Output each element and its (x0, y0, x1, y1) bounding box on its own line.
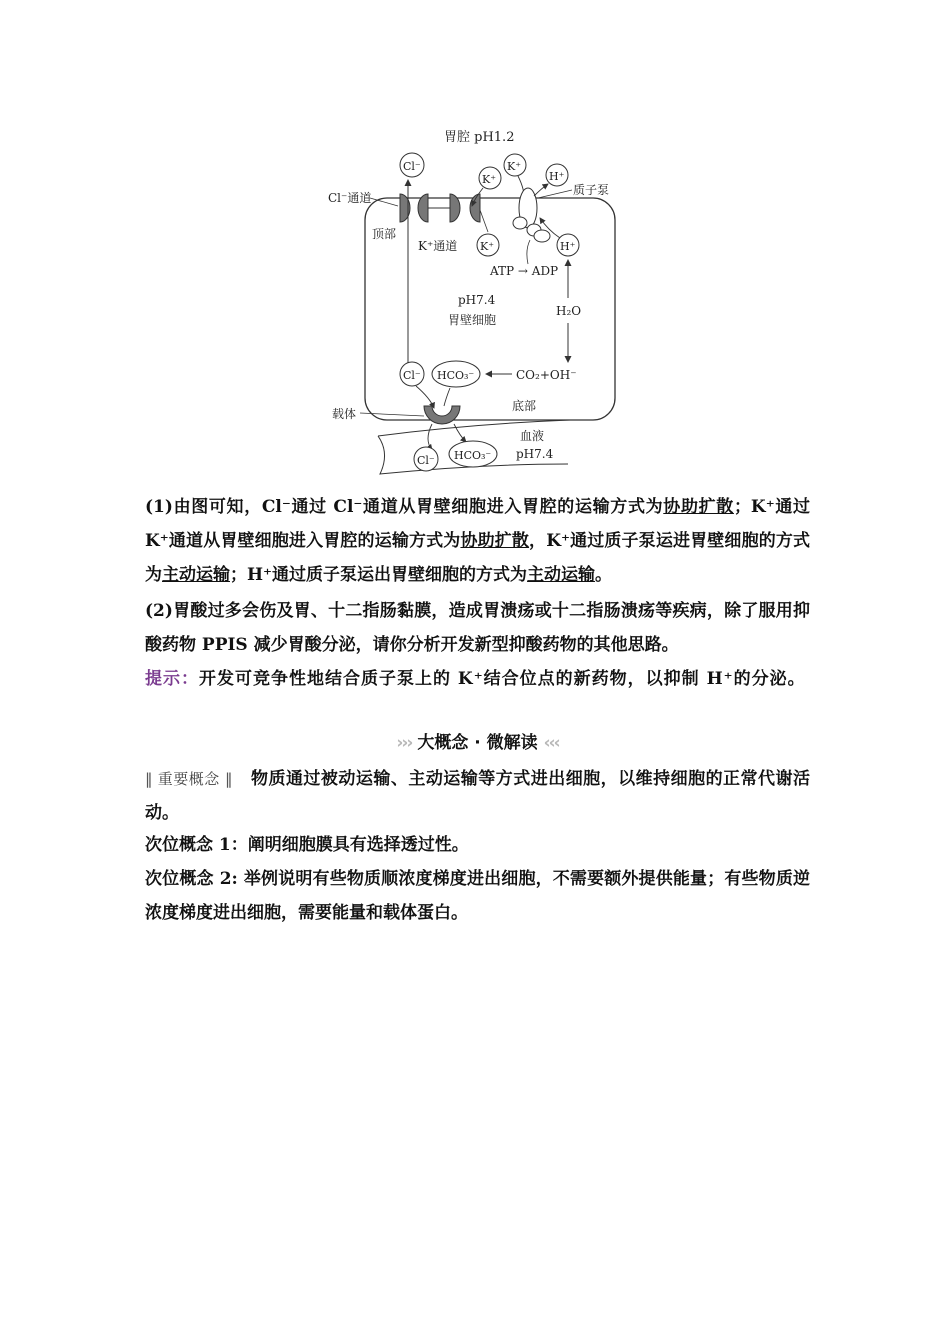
ion-h-lumen: H⁺ (549, 170, 565, 183)
concept-tag: ‖ 重要概念 ‖ (145, 770, 233, 788)
cell-label: 胃壁细胞 (448, 313, 497, 327)
atp-adp: ATP → ADP (490, 264, 559, 278)
proton-pump-label: 质子泵 (573, 183, 610, 197)
ion-k-lumen-1: K⁺ (482, 173, 497, 186)
banner-right-chevrons: ‹‹‹ (543, 733, 559, 753)
blood-ph: pH7.4 (516, 447, 554, 461)
ion-cl-cell: Cl⁻ (403, 369, 421, 382)
question-1 (145, 490, 810, 592)
cl-channel-label: Cl⁻通道 (328, 191, 372, 205)
water-label: H₂O (556, 304, 582, 318)
q1-answer-3: 主动运输 (162, 565, 230, 585)
sub-concept-1: 次位概念 1：阐明细胞膜具有选择透过性。 (145, 835, 469, 855)
ion-hco3-blood: HCO₃⁻ (454, 449, 492, 462)
carrier-label: 载体 (332, 407, 357, 421)
co2-oh-label: CO₂+OH⁻ (516, 368, 577, 382)
section-banner (145, 728, 810, 753)
sub-concept-2: 次位概念 2: 举例说明有些物质顺浓度梯度进出细胞，不需要额外提供能量；有些物质逆浓度梯度进出细胞，需要能量和载体蛋白。 (145, 869, 810, 923)
q1-text-2: ；K⁺通过 K⁺通道从胃壁细胞进入胃腔的运输方式为 (145, 497, 811, 551)
ion-cl-lumen: Cl⁻ (403, 160, 421, 173)
q1-text-3: ，K⁺通过质子泵运进胃壁细胞的方式为 (145, 531, 811, 585)
q1-text-4: ；H⁺通过质子泵运出胃壁细胞的方式为 (230, 565, 528, 585)
ion-cl-blood: Cl⁻ (417, 454, 435, 467)
important-concept (145, 762, 810, 830)
basal-label: 底部 (512, 399, 537, 413)
ion-hco3-cell: HCO₃⁻ (437, 369, 475, 382)
question-2: (2)胃酸过多会伤及胃、十二指肠黏膜，造成胃溃疡或十二指肠溃疡等疾病，除了服用抑酸药物 PPIS 减少胃酸分泌，请你分析开发新型抑酸药物的其他思路。 (145, 601, 810, 655)
cell-ph: pH7.4 (458, 293, 496, 307)
q1-answer-4: 主动运输 (527, 565, 596, 585)
q1-answer-2: 协助扩散 (460, 531, 530, 551)
q1-answer-1: 协助扩散 (663, 497, 734, 517)
hint (145, 662, 810, 696)
q1-text-1: (1)由图可知，Cl⁻通过 Cl⁻通道从胃壁细胞进入胃腔的运输方式为 (145, 497, 664, 517)
stomach-parietal-cell-diagram (320, 118, 630, 480)
carrier-shape (424, 406, 460, 424)
ion-k-cell: K⁺ (480, 240, 495, 253)
k-channel-label: K⁺通道 (418, 239, 458, 253)
lumen-label: 胃腔 pH1.2 (444, 130, 515, 145)
banner-title: 大概念 · 微解读 (417, 733, 538, 753)
banner-left-chevrons: ››› (396, 733, 412, 753)
apical-label: 顶部 (372, 227, 397, 241)
hint-text: 开发可竞争性地结合质子泵上的 K⁺结合位点的新药物，以抑制 H⁺的分泌。 (199, 669, 806, 689)
blood-label: 血液 (520, 429, 545, 443)
q1-text-5: 。 (595, 565, 613, 585)
ion-h-cell: H⁺ (560, 240, 576, 253)
concept-main-text: 物质通过被动运输、主动运输等方式进出细胞，以维持细胞的正常代谢活动。 (145, 769, 810, 823)
ion-k-lumen-2: K⁺ (507, 160, 522, 173)
hint-label: 提示： (145, 669, 199, 689)
